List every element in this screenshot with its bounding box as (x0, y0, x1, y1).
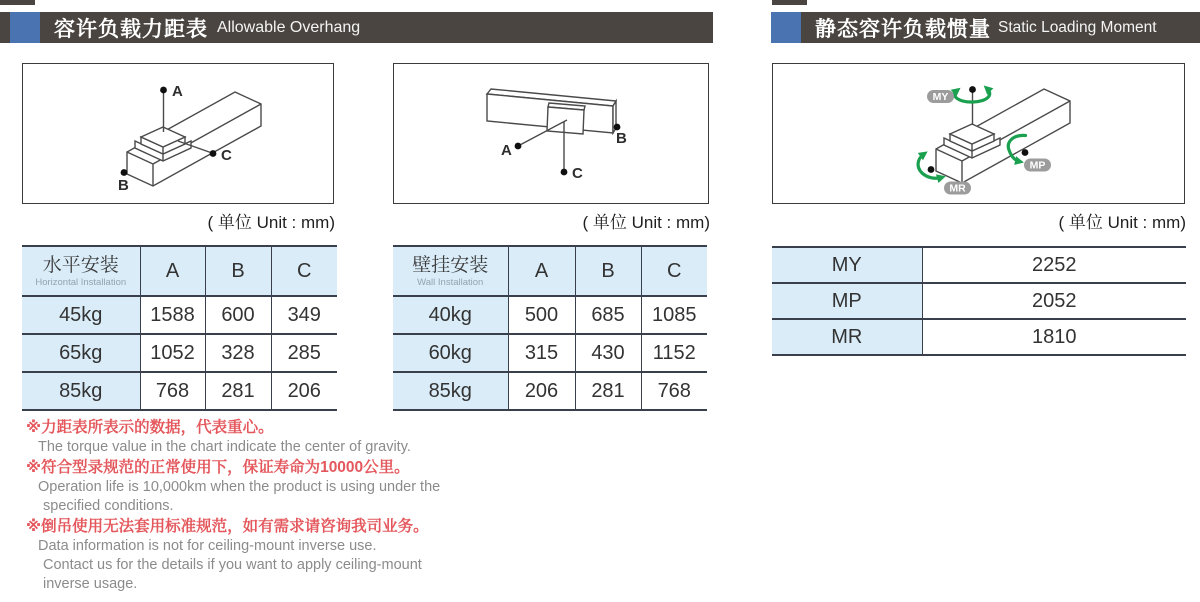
value-cell: 281 (575, 372, 641, 410)
footnotes (26, 417, 546, 594)
note-en-continued: specified conditions. (43, 498, 174, 514)
col-header-cell: A (508, 246, 575, 296)
table-row (22, 296, 337, 334)
point-c-dot (210, 150, 217, 157)
horizontal-installation-diagram-box (22, 63, 334, 204)
value-cell: 1588 (140, 296, 205, 334)
my-pill (927, 90, 954, 103)
mp-axis-dot (1022, 149, 1029, 156)
value-cell: 600 (205, 296, 271, 334)
label-c: C (572, 165, 583, 182)
horizontal-installation-table (22, 245, 337, 411)
value-cell: 349 (271, 296, 337, 334)
wall-installation-table (393, 245, 707, 411)
wall-installation-diagram (394, 64, 708, 203)
moment-label-cell: MR (772, 319, 922, 355)
note-zh: ※力距表所表示的数据，代表重心。 (26, 419, 274, 436)
table-corner-header-cell (393, 246, 508, 296)
moment-label-cell: MY (772, 247, 922, 283)
table-row (22, 372, 337, 410)
table-row (772, 283, 1186, 319)
static-moment-diagram (773, 64, 1184, 203)
note-zh: ※倒吊使用无法套用标准规范，如有需求请咨询我司业务。 (26, 518, 429, 535)
point-a-dot (515, 143, 522, 150)
carriage-block (547, 103, 585, 134)
header-en: Wall Installation (417, 276, 484, 288)
point-a-dot (160, 87, 167, 94)
left-header-title-zh: 容许负载力距表 (54, 17, 208, 41)
right-header-title-zh: 静态容许负载惯量 (815, 17, 991, 41)
left-header-title-en: Allowable Overhang (217, 18, 361, 36)
label-b: B (118, 177, 129, 194)
left-section-header (0, 12, 713, 43)
value-cell: 2252 (922, 247, 1186, 283)
note-en: The torque value in the chart indicate the center of gravity. (38, 439, 411, 455)
value-cell: 281 (205, 372, 271, 410)
col-header-cell: B (575, 246, 641, 296)
unit-label: ( 单位 Unit : mm) (1058, 213, 1186, 232)
unit-label: ( 单位 Unit : mm) (207, 213, 335, 232)
label-a: A (172, 83, 183, 100)
value-cell: 206 (508, 372, 575, 410)
label-b: B (616, 130, 627, 147)
note-en-continued: Contact us for the details if you want to apply ceiling-mount (43, 557, 422, 573)
load-cell: 85kg (393, 372, 508, 410)
load-cell: 85kg (22, 372, 140, 410)
static-moment-diagram-box (772, 63, 1185, 204)
mr-axis-dot (928, 166, 935, 173)
mr-pill-label: MR (949, 182, 966, 195)
right-section-header (771, 12, 1200, 43)
col-header-cell: B (205, 246, 271, 296)
value-cell: 685 (575, 296, 641, 334)
table-row (772, 247, 1186, 283)
mp-pill-label: MP (1029, 159, 1046, 172)
value-cell: 285 (271, 334, 337, 372)
my-axis-dot (969, 86, 976, 93)
value-cell: 430 (575, 334, 641, 372)
horizontal-installation-diagram (23, 64, 333, 203)
value-cell: 1810 (922, 319, 1186, 355)
note-en: Data information is not for ceiling-mount inverse use. (38, 538, 377, 554)
note-en: Operation life is 10,000km when the product is using under the (38, 479, 441, 495)
load-cell: 65kg (22, 334, 140, 372)
note-en-continued: inverse usage. (43, 576, 138, 592)
table-row (772, 319, 1186, 355)
label-a: A (501, 142, 512, 159)
right-header-title-en: Static Loading Moment (998, 18, 1157, 36)
value-cell: 2052 (922, 283, 1186, 319)
header-en: Horizontal Installation (35, 276, 127, 288)
value-cell: 500 (508, 296, 575, 334)
note-zh: ※符合型录规范的正常使用下，保证寿命为10000公里。 (26, 459, 410, 476)
load-cell: 40kg (393, 296, 508, 334)
wall-installation-diagram-box (393, 63, 709, 204)
mp-pill (1024, 159, 1051, 172)
value-cell: 1085 (641, 296, 707, 334)
value-cell: 206 (271, 372, 337, 410)
table-row (393, 296, 707, 334)
left-header-top-notch (0, 0, 35, 5)
static-moment-table (772, 246, 1186, 356)
moment-label-cell: MP (772, 283, 922, 319)
blue-accent-square (771, 12, 801, 43)
label-c: C (221, 147, 232, 164)
value-cell: 328 (205, 334, 271, 372)
table-row (393, 372, 707, 410)
load-cell: 60kg (393, 334, 508, 372)
header-zh: 水平安装 (42, 254, 119, 276)
table-corner-header-cell (22, 246, 140, 296)
right-header-top-notch (772, 0, 807, 5)
my-pill-label: MY (932, 91, 949, 103)
unit-label: ( 单位 Unit : mm) (582, 213, 710, 232)
value-cell: 1052 (140, 334, 205, 372)
point-b-dot (121, 169, 128, 176)
table-row (393, 334, 707, 372)
blue-accent-square (10, 12, 40, 43)
col-header-cell: A (140, 246, 205, 296)
load-cell: 45kg (22, 296, 140, 334)
col-header-cell: C (641, 246, 707, 296)
col-header-cell: C (271, 246, 337, 296)
header-zh: 壁挂安装 (412, 254, 489, 276)
value-cell: 1152 (641, 334, 707, 372)
value-cell: 768 (140, 372, 205, 410)
point-c-dot (561, 169, 568, 176)
mr-pill (944, 182, 971, 195)
table-row (22, 334, 337, 372)
value-cell: 315 (508, 334, 575, 372)
value-cell: 768 (641, 372, 707, 410)
